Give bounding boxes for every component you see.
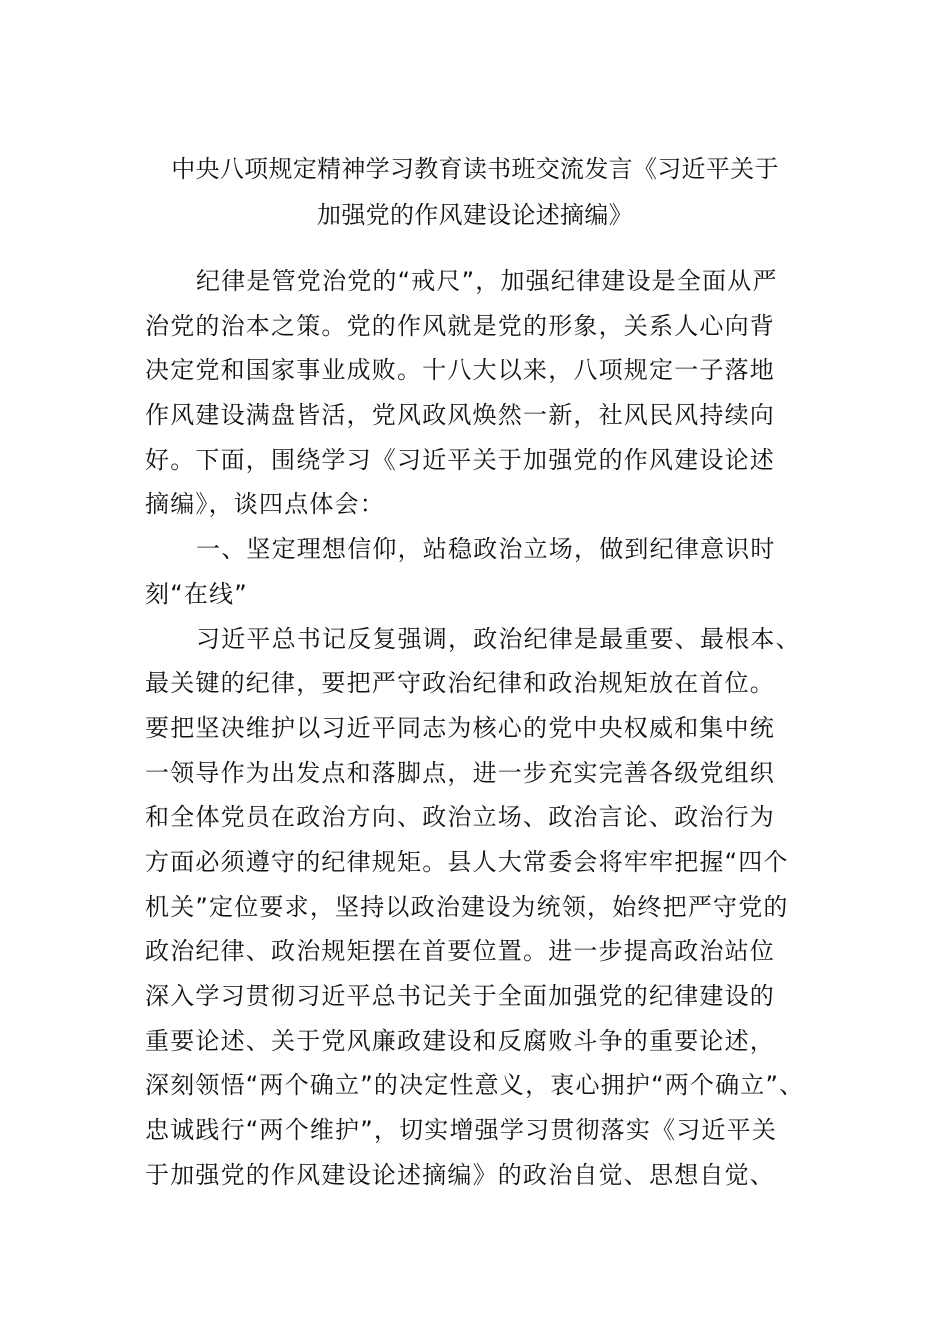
- body-line: 习近平总书记反复强调，政治纪律是最重要、最根本、: [196, 624, 801, 653]
- body-line: 深刻领悟“两个确立”的决定性意义，衷心拥护“两个确立”、: [145, 1071, 805, 1100]
- body-line: 作风建设满盘皆活，党风政风焕然一新，社风民风持续向: [145, 401, 775, 430]
- body-line: 方面必须遵守的纪律规矩。县人大常委会将牢牢把握“四个: [145, 847, 789, 876]
- body-line: 忠诚践行“两个维护”，切实增强学习贯彻落实《习近平关: [145, 1116, 778, 1145]
- section-heading-line: 一、坚定理想信仰，站稳政治立场，做到纪律意识时: [196, 535, 776, 564]
- body-line: 于加强党的作风建设论述摘编》的政治自觉、思想自觉、: [145, 1160, 775, 1189]
- body-line: 摘编》，谈四点体会：: [145, 490, 385, 519]
- body-line: 要把坚决维护以习近平同志为核心的党中央权威和集中统: [145, 713, 775, 742]
- body-line: 深入学习贯彻习近平总书记关于全面加强党的纪律建设的: [145, 982, 775, 1010]
- document-body: [145, 259, 835, 1197]
- body-line: 好。下面，围绕学习《习近平关于加强党的作风建设论述: [145, 445, 775, 474]
- title-line-2: 加强党的作风建设论述摘编》: [317, 201, 633, 229]
- body-line: 决定党和国家事业成败。十八大以来，八项规定一子落地: [145, 356, 775, 385]
- section-heading-line: 刻“在线”: [145, 579, 248, 608]
- body-line: 一领导作为出发点和落脚点，进一步充实完善各级党组织: [145, 758, 775, 787]
- body-line: 重要论述、关于党风廉政建设和反腐败斗争的重要论述，: [145, 1026, 775, 1055]
- body-line: 治党的治本之策。党的作风就是党的形象，关系人心向背: [145, 311, 775, 340]
- body-line: 政治纪律、政治规矩摆在首要位置。进一步提高政治站位: [145, 937, 775, 966]
- body-line: 纪律是管党治党的“戒尺”，加强纪律建设是全面从严: [196, 267, 778, 295]
- document-title: [120, 146, 830, 238]
- body-line: 和全体党员在政治方向、政治立场、政治言论、政治行为: [145, 803, 775, 832]
- body-line: 最关键的纪律，要把严守政治纪律和政治规矩放在首位。: [145, 669, 775, 698]
- body-line: 机关”定位要求，坚持以政治建设为统领，始终把严守党的: [145, 892, 789, 921]
- title-line-1: 中央八项规定精神学习教育读书班交流发言《习近平关于: [171, 155, 779, 183]
